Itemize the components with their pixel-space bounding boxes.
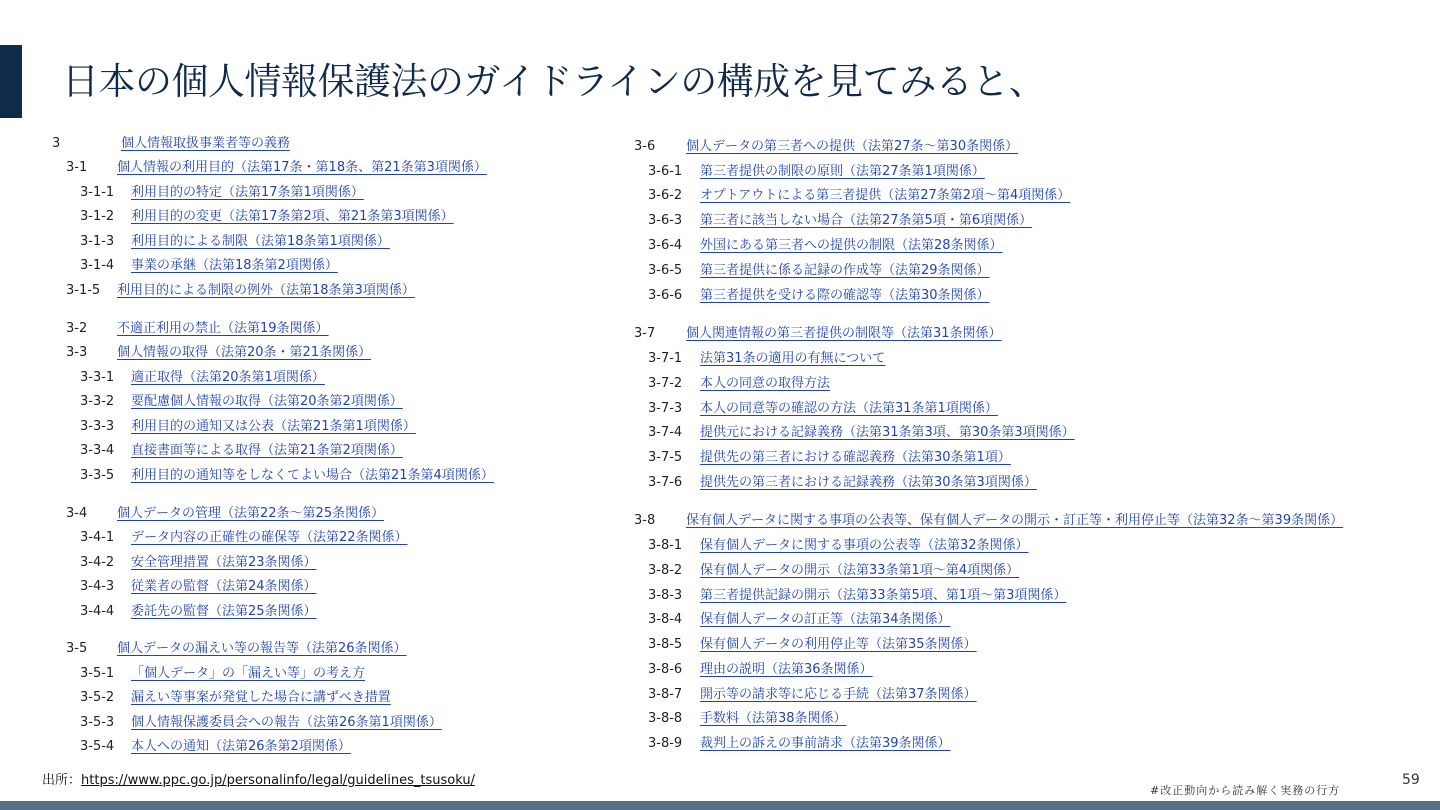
toc-item-link[interactable]: 保有個人データに関する事項の公表等（法第32条関係） — [700, 538, 1029, 553]
toc-item-link[interactable]: 漏えい等事案が発覚した場合に講ずべき措置 — [131, 690, 391, 705]
toc-item-number: 3-3-1 — [80, 370, 115, 385]
toc-item-link[interactable]: 裁判上の訴えの事前請求（法第39条関係） — [700, 736, 951, 751]
toc-item-link[interactable]: 本人の同意等の確認の方法（法第31条第1項関係） — [700, 401, 998, 416]
toc-item-link[interactable]: 要配慮個人情報の取得（法第20条第2項関係） — [131, 394, 403, 409]
toc-item-number: 3-6-1 — [648, 164, 683, 179]
toc-item-number: 3-6-2 — [648, 188, 683, 203]
toc-item-link[interactable]: 不適正利用の禁止（法第19条関係） — [117, 321, 329, 336]
source-link[interactable]: https://www.ppc.go.jp/personalinfo/legal/guidelines_tsusoku/ — [81, 773, 475, 788]
toc-item-link[interactable]: 委託先の監督（法第25条関係） — [131, 604, 317, 619]
toc-item-number: 3-8 — [634, 513, 656, 528]
source-citation — [42, 772, 475, 790]
hashtag: #改正動向から読み解く実務の行方 — [1150, 784, 1341, 797]
toc-item-link[interactable]: 利用目的による制限（法第18条第1項関係） — [131, 234, 390, 249]
toc-item-number: 3-6-6 — [648, 288, 683, 303]
toc-item-number: 3-7-2 — [648, 376, 683, 391]
toc-item-number: 3-5-4 — [80, 739, 115, 754]
toc-item-link[interactable]: 開示等の請求等に応じる手続（法第37条関係） — [700, 687, 977, 702]
toc-item-link[interactable]: 利用目的の通知又は公表（法第21条第1項関係） — [131, 419, 416, 434]
toc-item-link[interactable]: オプトアウトによる第三者提供（法第27条第2項～第4項関係） — [700, 188, 1071, 203]
toc-item-number: 3-3-2 — [80, 394, 115, 409]
toc-item-link[interactable]: 「個人データ」の「漏えい等」の考え方 — [131, 666, 366, 681]
toc-item-link[interactable]: 理由の説明（法第36条関係） — [700, 662, 873, 677]
footer-band — [0, 801, 1440, 810]
toc-item-number: 3-7-1 — [648, 351, 683, 366]
toc-item-link[interactable]: 保有個人データの訂正等（法第34条関係） — [700, 612, 951, 627]
toc-item-link[interactable]: 手数料（法第38条関係） — [700, 711, 847, 726]
toc-item-number: 3-4-3 — [80, 579, 115, 594]
toc-item-link[interactable]: 提供元における記録義務（法第31条第3項、第30条第3項関係） — [700, 425, 1075, 440]
toc-item-number: 3-5-3 — [80, 715, 115, 730]
toc-item-link[interactable]: 個人データの管理（法第22条～第25条関係） — [117, 506, 385, 521]
toc-item-number: 3-3 — [66, 345, 88, 360]
title-accent-bar — [0, 45, 22, 118]
toc-item-number: 3-7-5 — [648, 450, 683, 465]
toc-item-link[interactable]: 個人関連情報の第三者提供の制限等（法第31条関係） — [686, 326, 1002, 341]
toc-item-number: 3-4-1 — [80, 530, 115, 545]
toc-item-link[interactable]: 第三者提供記録の開示（法第33条第5項、第1項～第3項関係） — [700, 588, 1067, 603]
toc-item-number: 3-6 — [634, 139, 656, 154]
toc-item-number: 3-3-3 — [80, 419, 115, 434]
toc-item-link[interactable]: 個人データの第三者への提供（法第27条～第30条関係） — [686, 139, 1019, 154]
toc-item-number: 3-5 — [66, 641, 88, 656]
toc-item-link[interactable]: 利用目的の通知等をしなくてよい場合（法第21条第4項関係） — [131, 468, 494, 483]
toc-item-number: 3-3-4 — [80, 443, 115, 458]
toc-item-number: 3-3-5 — [80, 468, 115, 483]
toc-item-number: 3-4-2 — [80, 555, 115, 570]
toc-item-number: 3-4 — [66, 506, 88, 521]
toc-item-number: 3-6-5 — [648, 263, 683, 278]
toc-item-number: 3-1-2 — [80, 209, 115, 224]
toc-item-number: 3-6-4 — [648, 238, 683, 253]
toc-item-number: 3-5-1 — [80, 666, 115, 681]
toc-item-link[interactable]: 提供先の第三者における記録義務（法第30条第3項関係） — [700, 475, 1037, 490]
toc-item-link[interactable]: 直接書面等による取得（法第21条第2項関係） — [131, 443, 403, 458]
page-number: 59 — [1402, 772, 1420, 788]
toc-item-number: 3-1 — [66, 160, 88, 175]
toc-item-number: 3 — [52, 136, 61, 151]
toc-item-link[interactable]: 個人情報の取得（法第20条・第21条関係） — [117, 345, 372, 360]
toc-item-link[interactable]: 提供先の第三者における確認義務（法第30条第1項） — [700, 450, 1011, 465]
toc-item-number: 3-8-5 — [648, 637, 683, 652]
toc-item-number: 3-8-2 — [648, 563, 683, 578]
toc-item-number: 3-7-4 — [648, 425, 683, 440]
toc-item-link[interactable]: 法第31条の適用の有無について — [700, 351, 886, 366]
toc-item-number: 3-1-5 — [66, 283, 101, 298]
toc-item-number: 3-1-1 — [80, 185, 115, 200]
toc-item-number: 3-2 — [66, 321, 88, 336]
toc-item-link[interactable]: 個人情報の利用目的（法第17条・第18条、第21条第3項関係） — [117, 160, 487, 175]
toc-item-link[interactable]: 個人情報取扱事業者等の義務 — [121, 136, 291, 151]
toc-item-link[interactable]: 利用目的の特定（法第17条第1項関係） — [131, 185, 364, 200]
toc-item-link[interactable]: 安全管理措置（法第23条関係） — [131, 555, 317, 570]
toc-item-link[interactable]: 外国にある第三者への提供の制限（法第28条関係） — [700, 238, 1003, 253]
toc-item-number: 3-8-3 — [648, 588, 683, 603]
toc-item-link[interactable]: 適正取得（法第20条第1項関係） — [131, 370, 325, 385]
toc-item-link[interactable]: 個人データの漏えい等の報告等（法第26条関係） — [117, 641, 407, 656]
toc-item-number: 3-1-3 — [80, 234, 115, 249]
toc-item-link[interactable]: 保有個人データの利用停止等（法第35条関係） — [700, 637, 977, 652]
toc-item-link[interactable]: 第三者提供を受ける際の確認等（法第30条関係） — [700, 288, 990, 303]
toc-item-number: 3-8-7 — [648, 687, 683, 702]
toc-item-number: 3-6-3 — [648, 213, 683, 228]
toc-item-link[interactable]: 利用目的による制限の例外（法第18条第3項関係） — [117, 283, 415, 298]
source-label: 出所： — [42, 773, 82, 788]
toc-item-number: 3-8-9 — [648, 736, 683, 751]
toc-item-link[interactable]: 第三者に該当しない場合（法第27条第5項・第6項関係） — [700, 213, 1033, 228]
toc-item-link[interactable]: 保有個人データに関する事項の公表等、保有個人データの開示・訂正等・利用停止等（法第32条～第39条関係） — [686, 513, 1344, 528]
toc-item-number: 3-7 — [634, 326, 656, 341]
toc-item-number: 3-8-6 — [648, 662, 683, 677]
toc-item-link[interactable]: 本人への通知（法第26条第2項関係） — [131, 739, 351, 754]
toc-item-number: 3-7-3 — [648, 401, 683, 416]
toc-item-link[interactable]: 従業者の監督（法第24条関係） — [131, 579, 317, 594]
toc-item-number: 3-5-2 — [80, 690, 115, 705]
toc-item-link[interactable]: 第三者提供に係る記録の作成等（法第29条関係） — [700, 263, 990, 278]
toc-item-number: 3-1-4 — [80, 258, 115, 273]
toc-item-number: 3-7-6 — [648, 475, 683, 490]
toc-item-number: 3-4-4 — [80, 604, 115, 619]
toc-item-link[interactable]: 本人の同意の取得方法 — [700, 376, 831, 391]
toc-item-link[interactable]: 第三者提供の制限の原則（法第27条第1項関係） — [700, 164, 985, 179]
toc-item-link[interactable]: 保有個人データの開示（法第33条第1項～第4項関係） — [700, 563, 1020, 578]
toc-item-number: 3-8-4 — [648, 612, 683, 627]
toc-item-number: 3-8-1 — [648, 538, 683, 553]
toc-item-link[interactable]: データ内容の正確性の確保等（法第22条関係） — [131, 530, 408, 545]
toc-item-link[interactable]: 利用目的の変更（法第17条第2項、第21条第3項関係） — [131, 209, 454, 224]
toc-item-number: 3-8-8 — [648, 711, 683, 726]
toc-item-link[interactable]: 事業の承継（法第18条第2項関係） — [131, 258, 338, 273]
toc-item-link[interactable]: 個人情報保護委員会への報告（法第26条第1項関係） — [131, 715, 442, 730]
slide-title: 日本の個人情報保護法のガイドラインの構成を見てみると、 — [62, 60, 1046, 103]
